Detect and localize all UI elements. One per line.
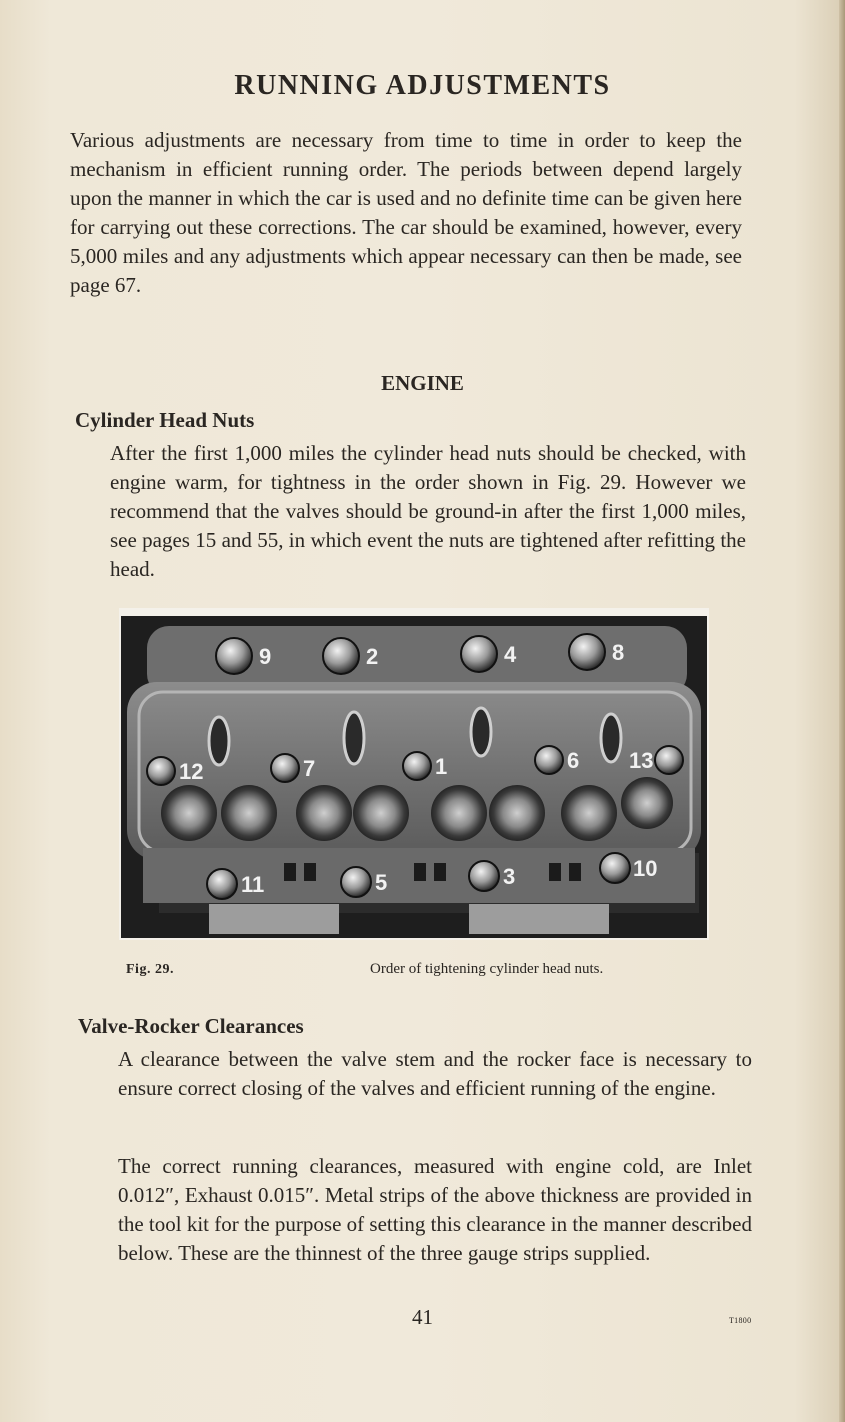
nut-number-label: 4 [504,642,517,667]
nut-number-label: 10 [633,856,658,881]
cylinder-head-heading: Cylinder Head Nuts [75,408,255,432]
figure-label: Fig. 29. [126,962,174,977]
nut-number-label: 9 [259,644,272,669]
section-heading: ENGINE [381,371,464,395]
cylinder-head-paragraph: After the first 1,000 miles the cylinder head nuts should be checked, with engine warm, for tightness in the order shown in Fig. 29. However we recommend that the valves should be ground-in after the first 1,000 miles, see pages 15 and 55, in which event the nuts are tightened after refitting the head. [110,441,746,581]
nut-number-label: 6 [567,748,580,773]
nut-number-label: 3 [503,864,516,889]
cylinder-head-illustration [119,608,709,940]
nut-number-label: 1 [435,754,448,779]
nut-number-label: 8 [612,640,625,665]
page-number: 41 [412,1305,433,1329]
page-edge [839,0,845,1422]
nut-number-label: 12 [179,759,204,784]
clearance-paragraph: The correct running clearances, measured with engine cold, are Inlet 0.012″, Exhaust 0.015″. Metal strips of the above thickness are provided in the tool kit for the purpose of setting this clearance in the manner described below. These are the thinnest of the three gauge strips supplied. [118,1154,752,1265]
nut-number-label: 11 [241,872,265,897]
valve-rocker-paragraph: A clearance between the valve stem and the rocker face is necessary to ensure correct closing of the valves and efficient running of the engine. [118,1047,752,1100]
page-title: RUNNING ADJUSTMENTS [234,70,611,101]
nut-number-label: 7 [303,756,316,781]
nut-number-label: 5 [375,870,388,895]
figure-caption: Order of tightening cylinder head nuts. [370,961,604,977]
nut-number-label: 13 [629,748,654,773]
print-code: T1800 [729,1316,752,1325]
cylinder-head-photo [119,608,709,940]
valve-rocker-heading: Valve-Rocker Clearances [78,1014,304,1038]
intro-paragraph: Various adjustments are necessary from time to time in order to keep the mechanism in efficient running order. The periods between depend largely upon the manner in which the car is used and no definite time can be given here for carrying out these corrections. The car should be examined, however, every 5,000 miles and any adjustments which appear necessary can then be made, see page 67. [70,128,742,297]
nut-number-label: 2 [366,644,379,669]
